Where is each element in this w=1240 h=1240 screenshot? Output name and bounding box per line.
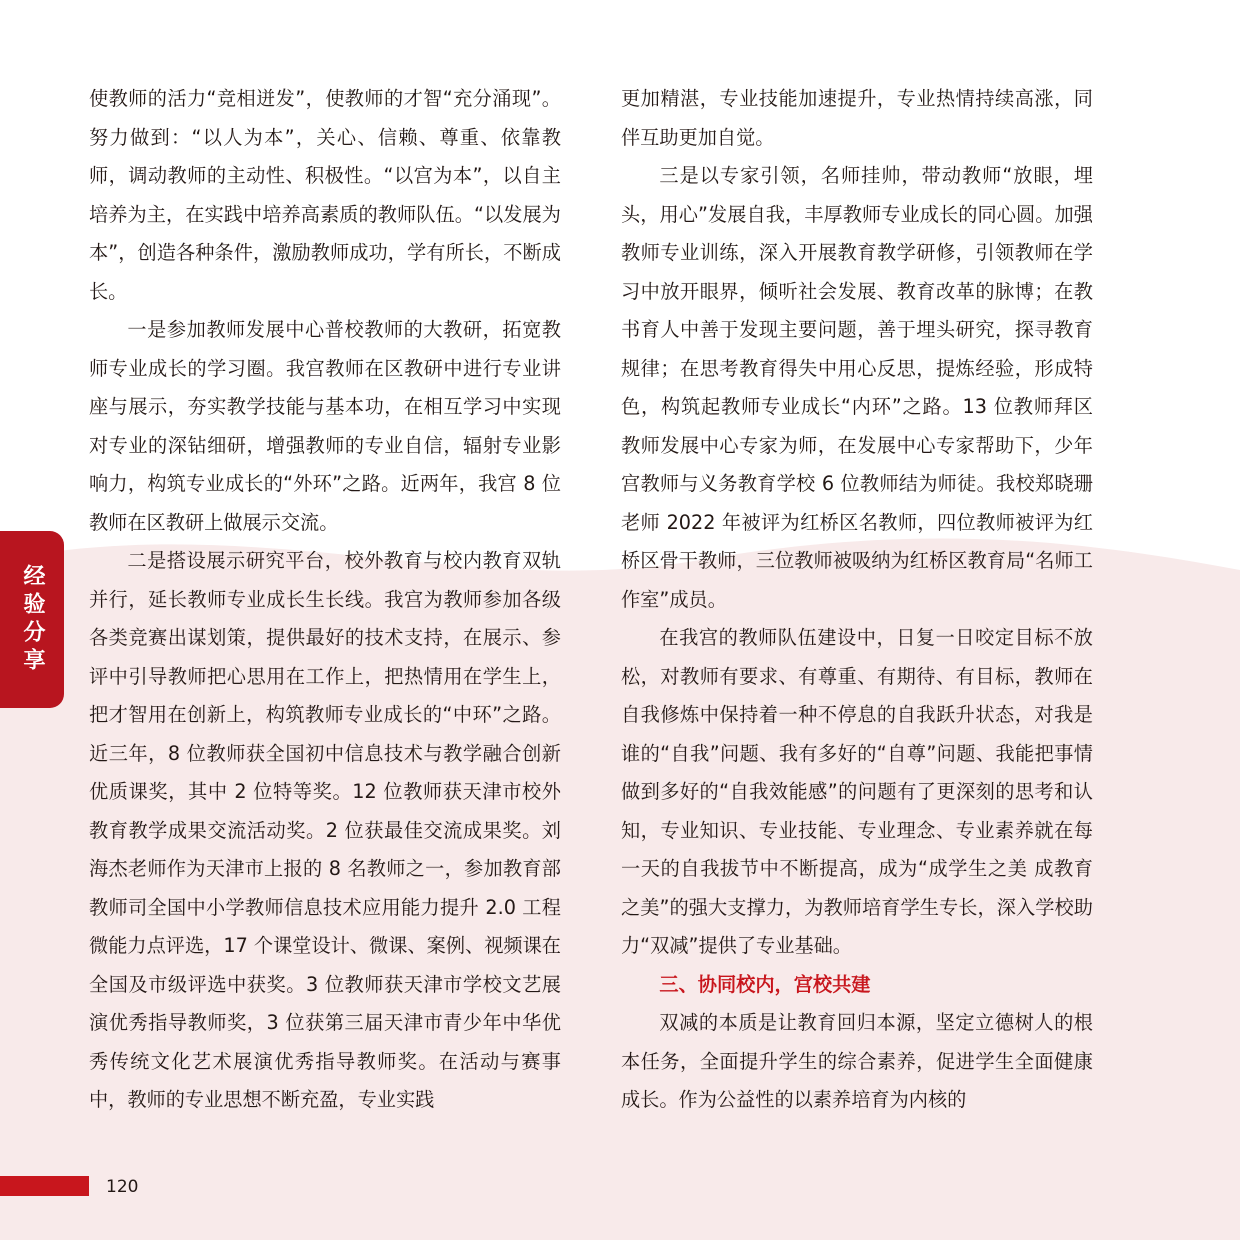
right-column <box>621 80 1093 1120</box>
right-paragraph-4: 双减的本质是让教育回归本源，坚定立德树人的根本任务，全面提升学生的综合素养，促进学生全面健康成长。作为公益性的以素养培育为内核的 <box>621 1011 1093 1111</box>
section-tab <box>0 531 64 708</box>
page-number: 120 <box>106 1177 139 1197</box>
section-heading: 三、协同校内，宫校共建 <box>659 972 871 996</box>
left-paragraph-3: 二是搭设展示研究平台，校外教育与校内教育双轨并行，延长教师专业成长生长线。我宫为教师参加各级各类竞赛出谋划策，提供最好的技术支持，在展示、参评中引导教师把心思用在工作上，把热情用在学生上，把才智用在创新上，构筑教师专业成长的“中环”之路。近三年，8 位教师获全国初中信息技术与教学融合创新优质课奖，其中 2 位特等奖。12 位教师获天津市校外教育教学成果交流活动奖。2 位获最佳交流成果奖。刘海杰老师作为天津市上报的 8 名教师之一，参加教育部教师司全国中小学教师信息技术应用能力提升 2.0 工程微能力点评选，17 个课堂设计、微课、案例、视频课在全国及市级评选中获奖。3 位教师获天津市学校文艺展演优秀指导教师奖，3 位获第三届天津市青少年中华优秀传统文化艺术展演优秀指导教师奖。在活动与赛事中，教师的专业思想不断充盈，专业实践 <box>89 549 561 1111</box>
left-paragraph-2: 一是参加教师发展中心普校教师的大教研，拓宽教师专业成长的学习圈。我宫教师在区教研中进行专业讲座与展示，夯实教学技能与基本功，在相互学习中实现对专业的深钻细研，增强教师的专业自信，辐射专业影响力，构筑专业成长的“外环”之路。近两年，我宫 8 位教师在区教研上做展示交流。 <box>89 318 561 534</box>
footer-bar <box>0 1176 89 1196</box>
right-paragraph-3: 在我宫的教师队伍建设中，日复一日咬定目标不放松，对教师有要求、有尊重、有期待、有目标，教师在自我修炼中保持着一种不停息的自我跃升状态，对我是谁的“自我”问题、我有多好的“自尊”问题、我能把事情做到多好的“自我效能感”的问题有了更深刻的思考和认知，专业知识、专业技能、专业理念、专业素养就在每一天的自我拔节中不断提高，成为“成学生之美 成教育之美”的强大支撑力，为教师培育学生专长，深入学校助力“双减”提供了专业基础。 <box>621 626 1093 957</box>
right-paragraph-2: 三是以专家引领，名师挂帅，带动教师“放眼，埋头，用心”发展自我，丰厚教师专业成长的同心圆。加强教师专业训练，深入开展教育教学研修，引领教师在学习中放开眼界，倾听社会发展、教育改革的脉博；在教书育人中善于发现主要问题，善于埋头研究，探寻教育规律；在思考教育得失中用心反思，提炼经验，形成特色，构筑起教师专业成长“内环”之路。13 位教师拜区教师发展中心专家为师，在发展中心专家帮助下，少年宫教师与义务教育学校 6 位教师结为师徒。我校郑晓珊老师 2022 年被评为红桥区名教师，四位教师被评为红桥区骨干教师，三位教师被吸纳为红桥区教育局“名师工作室”成员。 <box>621 164 1093 611</box>
left-column <box>89 80 561 1120</box>
right-paragraph-1: 更加精湛，专业技能加速提升，专业热情持续高涨，同伴互助更加自觉。 <box>621 87 1093 149</box>
left-paragraph-1: 使教师的活力“竞相迸发”，使教师的才智“充分涌现”。努力做到：“以人为本”，关心、信赖、尊重、依靠教师，调动教师的主动性、积极性。“以宫为本”，以自主培养为主，在实践中培养高素质的教师队伍。“以发展为本”，创造各种条件，激励教师成功，学有所长，不断成长。 <box>89 87 561 303</box>
section-tab-label: 经验分享 <box>20 563 45 676</box>
